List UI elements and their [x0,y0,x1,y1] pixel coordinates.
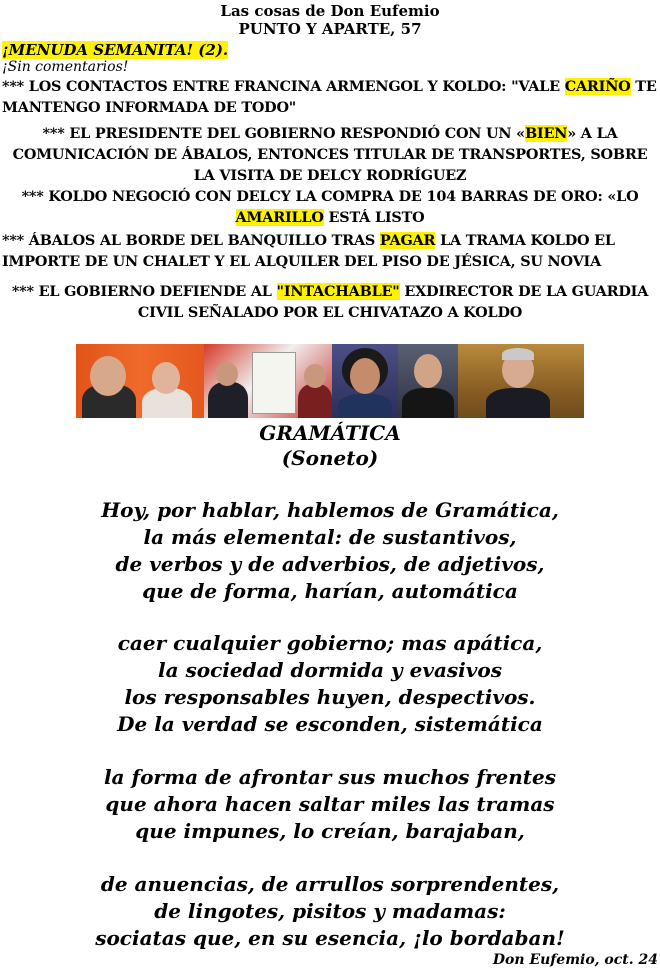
signature: Don Eufemio, oct. 24 [492,952,658,968]
news-item-4-highlight: PAGAR [379,232,436,249]
column-number: PUNTO Y APARTE, 57 [238,20,422,38]
news-item-5-post: EXDIRECTOR DE LA GUARDIA CIVIL SEÑALADO POR EL CHIVATAZO A KOLDO [137,283,649,321]
poem-line: los responsables huyen, despectivos. [124,685,536,709]
photo-collage [76,344,584,418]
poem-line: De la verdad se esconden, sistemática [117,712,543,736]
news-item-2-highlight: BIEN [524,125,568,142]
news-item-1-highlight: CARIÑO [564,78,631,95]
news-item-2 [0,123,660,186]
poem-stanza-4 [0,871,660,952]
news-item-3-pre: *** KOLDO NEGOCIÓ CON DELCY LA COMPRA DE 104 BARRAS DE ORO: «LO [21,188,639,205]
poem-line: la forma de afrontar sus muchos frentes [103,765,557,789]
poem-line: de lingotes, pisitos y madamas: [154,899,506,923]
news-item-3-post: ESTÁ LISTO [323,209,425,226]
poem-line: la sociedad dormida y evasivos [157,658,502,682]
photo-4 [398,344,458,418]
news-item-5 [0,281,660,323]
poem-title: GRAMÁTICA [259,421,401,445]
news-item-4-post: LA TRAMA KOLDO EL IMPORTE DE UN CHALET Y EL ALQUILER DEL PISO DE JÉSICA, SU NOVIA [2,232,615,270]
lead-title-text: ¡MENUDA SEMANITA! (2). [2,41,229,59]
news-item-1-pre: *** LOS CONTACTOS ENTRE FRANCINA ARMENGOL Y KOLDO: "VALE [2,78,565,95]
news-item-3-highlight: AMARILLO [235,209,324,226]
news-item-5-pre: *** EL GOBIERNO DEFIENDE AL [11,283,277,300]
news-item-4 [0,230,660,272]
poem-line: que de forma, harían, automática [142,579,518,603]
news-item-2-post: » A LA COMUNICACIÓN DE ÁBALOS, ENTONCES TITULAR DE TRANSPORTES, SOBRE LA VISITA DE DELCY RODRÍGUEZ [12,125,648,184]
poem-line: que ahora hacen saltar miles las tramas [105,792,555,816]
news-item-2-pre: *** EL PRESIDENTE DEL GOBIERNO RESPONDIÓ CON UN « [42,125,525,142]
news-item-1-post: TE MANTENGO INFORMADA DE TODO" [2,78,657,116]
poem-stanza-1 [0,497,660,605]
column-title: Las cosas de Don Eufemio [220,2,440,20]
news-item-1 [0,76,660,118]
news-item-3 [0,186,660,228]
poem-line: Hoy, por hablar, hablemos de Gramática, [101,498,559,522]
news-item-4-pre: *** ÁBALOS AL BORDE DEL BANQUILLO TRAS [2,232,380,249]
photo-3 [332,344,398,418]
poem-subtitle: (Soneto) [281,446,379,470]
poem-line: de anuencias, de arrullos sorprendentes, [100,872,560,896]
photo-2 [204,344,332,418]
poem-line: caer cualquier gobierno; mas apática, [117,631,543,655]
photo-1 [76,344,204,418]
news-item-5-highlight: "INTACHABLE" [276,283,400,300]
lead-title [0,41,660,59]
poem-stanza-2 [0,630,660,738]
poem-line: la más elemental: de sustantivos, [143,525,517,549]
photo-5 [458,344,584,418]
poem-line: de verbos y de adverbios, de adjetivos, [115,552,545,576]
poem-line: sociatas que, en su esencia, ¡lo bordaban! [95,926,565,950]
lead-subtitle: ¡Sin comentarios! [2,59,129,75]
poem-line: que impunes, lo creían, barajaban, [135,819,525,843]
poem-stanza-3 [0,764,660,845]
